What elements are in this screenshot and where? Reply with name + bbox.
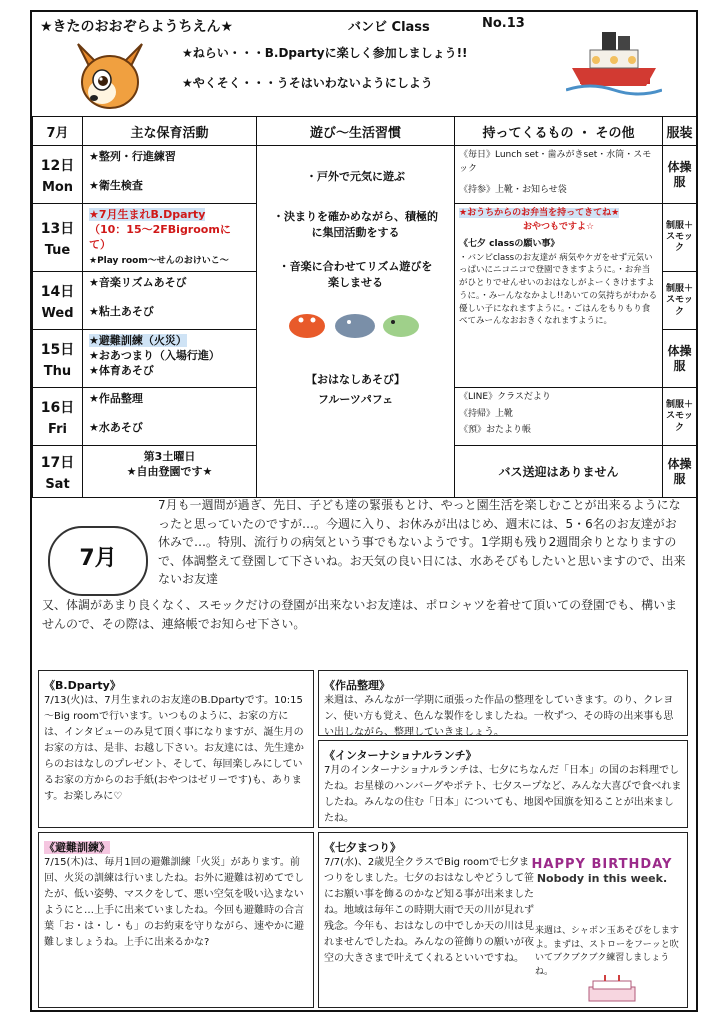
birthday-panel [519,857,685,885]
work-title: 《作品整理》 [324,679,390,692]
birthday-heading: HAPPY BIRTHDAY [531,857,673,872]
month-header: 7月 [33,117,83,146]
activity-header: 主な保育活動 [83,117,257,146]
dress-cell: 体操服 [663,146,697,204]
activity-cell: ★整列・行進練習 ★衛生検査 [83,146,257,204]
activity-cell: 第3土曜日 ★自由登園です★ [83,446,257,498]
weekly-schedule-table [32,116,697,498]
deer-mascot-icon [68,36,152,118]
bring-cell: 《毎日》Lunch set・歯みがきset・水筒・スモック 《持参》上靴・お知らせ袋 [455,146,663,204]
day-cell: 12日 Mon [33,146,83,204]
activity-cell: ★作品整理 ★水あそび [83,388,257,446]
day-row [33,146,697,204]
work-text: 来週は、みんなが一学期に頑張った作品の整理をしていきます。のり、クレヨン、使い方も覚え、色んな製作をしましたね。一枚ずつ、その時の出来事も思い出しながら、整理していきましょう。 [324,695,674,738]
bubble-note: 来週は、シャボン玉あそびをしますよ。まずは、ストローをフーッと吹いてブクブクブク練習しましょうね。 [535,926,679,977]
bring-cell: ★おうちからのお弁当を持ってきてね★ おやつもですよ☆ 《七夕 classの願い事》 ・バンビclassのお友達が 病気やケガをせず元気いっぱいにニコニコで登園できますように。・お弁当がひとりでせんせいのおはなしがよーくきけますように。・みーんななかよし!!あいての気持ちがわかる優しい子になれますように。・ごはんをもりもり食べてみーんなおおきくなれますように。 [455,204,663,388]
dress-cell: 体操服 [663,330,697,388]
cake-icon [577,975,647,1005]
drill-box [38,832,314,1008]
dress-cell: 制服＋スモック [663,388,697,446]
play-cell: ・戸外で元気に遊ぶ ・決まりを確かめながら、積極的に集団活動をする ・音楽に合わせてリズム遊びを楽しませる 【おはなしあそび】 フルーツパフェ [257,146,455,498]
intl-lunch-text: 7月のインターナショナルランチは、七夕にちなんだ「日本」の国のお料理でしたね。お星様のハンバーグやポテト、七夕スープなど、みんな大喜びで食べれましたね。みんなの住む「日本」についても、地図や国旗を知ることが出来ましたね。 [324,765,682,824]
activity-cell: ★音楽リズムあそび ★粘土あそび [83,272,257,330]
day-cell: 16日 Fri [33,388,83,446]
promise-text: ★やくそく・・・うそはいわないようにしよう [182,76,433,90]
day-cell: 15日 Thu [33,330,83,388]
issue-number: No.13 [482,16,525,31]
bring-cell: バス送迎はありません [455,446,663,498]
ship-illustration-icon [566,20,662,98]
star-wish-text: ・バンビclassのお友達が 病気やケガをせず元気いっぱいにニコニコで登園できますように。・お弁当がひとりでせんせいのおはなしがよーくきけますように。・みーんななかよし!!あいての気持ちがわかる優しい子になれますように。・ごはんをもりもり食べてみーんなおおきくなれますように。 [459,252,658,327]
drill-title: 《避難訓練》 [44,841,110,854]
dress-header: 服装 [663,117,697,146]
dress-cell: 体操服 [663,446,697,498]
dress-cell: 制服＋スモック [663,272,697,330]
day-cell: 17日 Sat [33,446,83,498]
activity-cell: ★避難訓練（火災） ★おあつまり（入場行進） ★体育あそび [83,330,257,388]
month-badge: 7月 [48,526,148,596]
bring-cell: 《LINE》クラスだより 《持帰》上靴 《預》おたより帳 [455,388,663,446]
aim-text: ★ねらい・・・B.Dpartyに楽しく参加しましょう!! [182,46,468,60]
newsletter-page [30,10,698,1012]
sea-animals-icon [281,304,431,344]
day-cell: 13日 Tue [33,204,83,272]
class-name: バンビ Class [348,20,430,35]
dress-cell: 制服＋スモック [663,204,697,272]
bdparty-title: 《B.Dparty》 [44,679,121,692]
birthday-subtext: Nobody in this week. [536,872,668,885]
work-box [318,670,688,736]
tanabata-title: 《七夕まつり》 [324,841,401,854]
tanabata-box [318,832,688,1008]
intl-lunch-title: 《インターナショナルランチ》 [324,749,477,762]
intl-lunch-box [318,740,688,828]
main-note: 7月も一週間が過ぎ、先日、子ども達の緊張もとけ、やっと園生活を楽しむことが出来るようになったと思っていたのですが…。今週に入り、お休みが出はじめ、週末には、5・6名のお友達がお休みで…。特別、流行りの病気という事でもないようです。1学期も残り2週間余りとなりますので、体調整えて登園して下さいね。お天気の良い日には、水あそびもしたいと思いますので、出来ないお友達 [158,498,686,587]
play-header: 遊び～生活習慣 [257,117,455,146]
bring-header: 持ってくるもの ・ その他 [455,117,663,146]
school-name: ★きたのおおぞらようちえん★ [40,19,234,35]
day-cell: 14日 Wed [33,272,83,330]
bdparty-text: 7/13(火)は、7月生まれのお友達のB.Dpartyです。10:15～Big roomで行います。いつものように、お家の方には、インタビューのみ見て頂く事になりますが、誕生月のお家の方は、是非、お越し下さい。お友達には、先生達からのおはなしのプレゼント、そして、毎回楽しみにしているお家の方からのお手紙(おやつはゼリーです)も、あります。お楽しみに♡ [44,695,304,802]
bdparty-box [38,670,314,828]
tanabata-text: 7/7(水)、2歳児全クラスでBig roomで七夕まつりをしました。七夕のおはなしやどうして笹にお願い事を飾るのかなど知る事が出来ましたね。地域は毎年この時期大雨で天の川が見れず残念。今年も、おはなしの中でしか天の川は見れませんでしたね。みんなの笹飾りの願いが夜空の大きさまで叶えてくれるといいですね。 [324,857,534,964]
drill-text: 7/15(木)は、毎月1回の避難訓練「火災」があります。前回、火災の訓練は行いましたね。お外に避難は初めてでしたが、低い姿勢、マスクをして、悪い空気を吸い込まないようにと…上手に出来ていましたね。今回も避難時の合言葉「お・は・し・も」のお約束を守りながら、速やかに避難しましょうね。上手に出来るかな? [44,857,304,948]
activity-cell: ★7月生まれB.Dparty （10：15～2FBigroomにて） ★Play room～せんのおけいこ～ [83,204,257,272]
star-wish-title: 《七夕 classの願い事》 [459,239,560,249]
main-note-tail: 又、体調があまり良くなく、スモックだけの登園が出来ないお友達は、ポロシャツを着せて頂いての登園でも、構いませんので、その際は、連絡帳でお知らせ下さい。 [42,598,678,631]
